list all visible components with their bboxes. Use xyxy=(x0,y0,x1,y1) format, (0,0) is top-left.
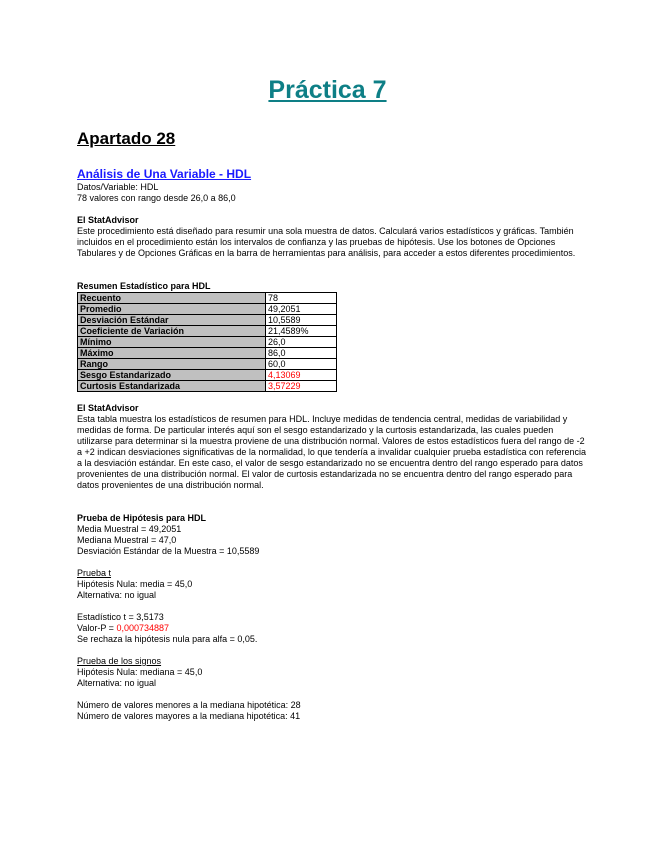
analysis-title[interactable]: Análisis de Una Variable - HDL xyxy=(77,167,252,181)
section-title: Apartado 28 xyxy=(77,129,176,148)
t-test-title: Prueba t xyxy=(77,568,112,578)
stat-label: Promedio xyxy=(78,304,266,315)
summary-table xyxy=(77,292,337,392)
analysis-variable: Datos/Variable: HDL xyxy=(77,182,159,192)
table-row xyxy=(78,293,337,304)
table-row xyxy=(78,359,337,370)
stat-value: 60,0 xyxy=(266,359,337,370)
document-body xyxy=(77,167,587,722)
table-row xyxy=(78,337,337,348)
sign-test-title: Prueba de los signos xyxy=(77,656,162,666)
statadvisor-text: Este procedimiento está diseñado para resumir una sola muestra de datos. Calculará varios estadísticos y gráficas. También incluidos en el procedimiento están los intervalos de confianza y las pruebas de hipótesis. Use los botones de Opciones Tabulares y de Opciones Gráficas en la barra de herramientas para análisis, para acceder a estos diferentes procedimientos. xyxy=(77,226,576,258)
statadvisor-heading: El StatAdvisor xyxy=(77,215,139,225)
t-test-conclusion: Se rechaza la hipótesis nula para alfa = 0,05. xyxy=(77,634,258,644)
stat-value: 4,13069 xyxy=(266,370,337,381)
stat-label: Curtosis Estandarizada xyxy=(78,381,266,392)
sample-mean: Media Muestral = 49,2051 xyxy=(77,524,182,534)
stat-label: Coeficiente de Variación xyxy=(78,326,266,337)
p-value-line xyxy=(77,623,587,634)
t-test-alt: Alternativa: no igual xyxy=(77,590,157,600)
table-row xyxy=(78,304,337,315)
stat-value: 26,0 xyxy=(266,337,337,348)
stat-value: 3,57229 xyxy=(266,381,337,392)
stat-label: Desviación Estándar xyxy=(78,315,266,326)
sample-median: Mediana Muestral = 47,0 xyxy=(77,535,177,545)
values-above-median: Número de valores mayores a la mediana hipotética: 41 xyxy=(77,711,301,721)
statadvisor-heading-2: El StatAdvisor xyxy=(77,403,139,413)
p-value: 0,000734887 xyxy=(116,623,169,633)
page-title: Práctica 7 xyxy=(268,76,387,104)
t-test-null: Hipótesis Nula: media = 45,0 xyxy=(77,579,193,589)
analysis-range: 78 valores con rango desde 26,0 a 86,0 xyxy=(77,193,236,203)
stat-value: 10,5589 xyxy=(266,315,337,326)
statadvisor-text-2: Esta tabla muestra los estadísticos de resumen para HDL. Incluye medidas de tendencia central, medidas de variabilidad y medidas de forma. De particular interés aquí son el sesgo estandarizado y la curtosis estandarizada, las cuales pueden utilizarse para determinar si la muestra proviene de una distribución normal. Valores de estos estadísticos fuera del rango de -2 a +2 indican desviaciones significativas de la normalidad, lo que tendería a invalidar cualquier prueba estadística con referencia a la desviación estándar. En este caso, el valor de sesgo estandarizado no se encuentra dentro del rango esperado para datos provenientes de una distribución normal. El valor de curtosis estandarizada no se encuentra dentro del rango esperado para datos provenientes de una distribución normal. xyxy=(77,414,587,490)
sign-test-alt: Alternativa: no igual xyxy=(77,678,157,688)
table-row xyxy=(78,348,337,359)
stat-value: 49,2051 xyxy=(266,304,337,315)
stat-label: Máximo xyxy=(78,348,266,359)
table-row xyxy=(78,315,337,326)
stat-label: Rango xyxy=(78,359,266,370)
stat-label: Recuento xyxy=(78,293,266,304)
t-statistic: Estadístico t = 3,5173 xyxy=(77,612,164,622)
sample-sd: Desviación Estándar de la Muestra = 10,5589 xyxy=(77,546,260,556)
hypothesis-heading: Prueba de Hipótesis para HDL xyxy=(77,513,207,523)
stat-label: Mínimo xyxy=(78,337,266,348)
p-value-label: Valor-P = xyxy=(77,623,117,633)
stat-value: 21,4589% xyxy=(266,326,337,337)
table-row xyxy=(78,370,337,381)
table-row xyxy=(78,381,337,392)
table-row xyxy=(78,326,337,337)
stat-label: Sesgo Estandarizado xyxy=(78,370,266,381)
summary-table-heading: Resumen Estadístico para HDL xyxy=(77,281,211,291)
stat-value: 86,0 xyxy=(266,348,337,359)
sign-test-null: Hipótesis Nula: mediana = 45,0 xyxy=(77,667,203,677)
values-below-median: Número de valores menores a la mediana hipotética: 28 xyxy=(77,700,301,710)
stat-value: 78 xyxy=(266,293,337,304)
